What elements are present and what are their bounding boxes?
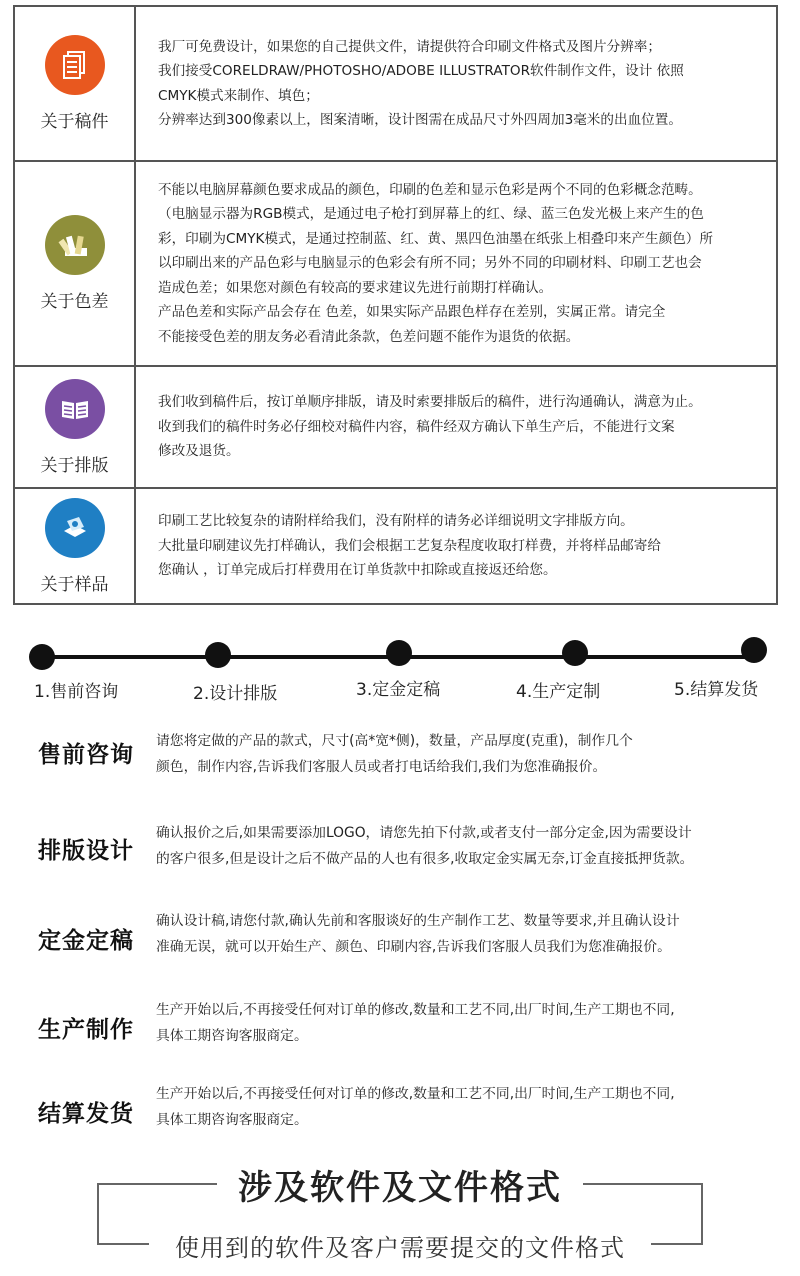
info-line: （电脑显示器为RGB模式，是通过电子枪打到屏幕上的红、绿、蓝三色发光极上来产生的色 <box>158 206 704 223</box>
step-line: 请您将定做的产品的款式，尺寸(高*宽*侧)，数量，产品厚度(克重)，制作几个 <box>156 733 633 749</box>
timeline-label: 4.生产定制 <box>516 682 601 702</box>
step-line: 具体工期咨询客服商定。 <box>156 1112 308 1128</box>
step-title: 排版设计 <box>38 838 134 864</box>
info-row-manuscript <box>15 7 776 162</box>
info-label: 关于排版 <box>40 455 109 476</box>
info-line: 印刷工艺比较复杂的请附样给我们，没有附样的请务必详细说明文字排版方向。 <box>158 513 634 530</box>
step-text <box>156 820 778 872</box>
info-line: 我们收到稿件后，按订单顺序排版，请及时索要排版后的稿件，进行沟通确认，满意为止。 <box>158 394 702 411</box>
step-production <box>38 997 778 1057</box>
step-text <box>156 1081 778 1133</box>
timeline-label: 3.定金定稿 <box>356 680 441 700</box>
timeline-dot <box>386 640 412 666</box>
info-row-color-difference <box>15 162 776 367</box>
step-line: 具体工期咨询客服商定。 <box>156 1028 308 1044</box>
info-row-sample <box>15 489 776 603</box>
step-text <box>156 997 778 1049</box>
open-book-icon <box>45 379 105 439</box>
step-line: 生产开始以后,不再接受任何对订单的修改,数量和工艺不同,出厂时间,生产工期也不同, <box>156 1002 675 1018</box>
info-line: 我们接受CORELDRAW/PHOTOSHO/ADOBE ILLUSTRATOR软件制作文件，设计 依照 <box>158 63 684 79</box>
info-line: 大批量印刷建议先打样确认，我们会根据工艺复杂程度收取打样费，并将样品邮寄给 <box>158 537 661 554</box>
info-row-header <box>15 489 136 603</box>
info-line: 您确认 ，订单完成后打样费用在订单货款中扣除或直接返还给您。 <box>158 562 557 579</box>
info-row-layout <box>15 367 776 489</box>
timeline-dot <box>741 637 767 663</box>
step-line: 的客户很多,但是设计之后不做产品的人也有很多,收取定金实属无奈,订金直接抵押货款。 <box>156 851 694 867</box>
step-deposit <box>38 906 778 966</box>
info-row-header <box>15 162 136 365</box>
info-row-header <box>15 7 136 160</box>
info-text <box>136 162 776 365</box>
timeline-dot <box>562 640 588 666</box>
info-label: 关于色差 <box>40 292 109 312</box>
info-line: 产品色差和实际产品会存在 色差，如果实际产品跟色样存在差别，实属正常。请完全 <box>158 304 666 321</box>
step-consultation <box>38 726 778 786</box>
section-title: 涉及软件及文件格式 <box>238 1168 562 1208</box>
info-line: 我厂可免费设计，如果您的自己提供文件，请提供符合印刷文件格式及图片分辨率； <box>158 38 661 55</box>
color-swatch-icon <box>45 215 105 275</box>
footer-section <box>0 1150 800 1276</box>
step-line: 生产开始以后,不再接受任何对订单的修改,数量和工艺不同,出厂时间,生产工期也不同, <box>156 1086 675 1102</box>
info-line: 以印刷出来的产品色彩与电脑显示的色彩会有所不同；另外不同的印刷材料、印刷工艺也会 <box>158 255 702 272</box>
info-text <box>136 489 776 603</box>
info-label: 关于稿件 <box>40 112 109 132</box>
info-line: CMYK模式来制作、填色； <box>158 87 319 104</box>
info-text <box>136 7 776 160</box>
info-line: 收到我们的稿件时务必仔细校对稿件内容，稿件经双方确认下单生产后，不能进行文案 <box>158 418 675 435</box>
timeline-label: 1.售前咨询 <box>34 682 119 702</box>
info-line: 分辨率达到300像素以上，图案清晰，设计图需在成品尺寸外四周加3毫米的出血位置。 <box>158 112 682 128</box>
step-title: 生产制作 <box>38 1017 134 1043</box>
info-line: 不能接受色差的朋友务必看清此条款，色差问题不能作为退货的依据。 <box>158 328 580 345</box>
timeline-label: 2.设计排版 <box>193 684 278 704</box>
info-label: 关于样品 <box>40 574 109 595</box>
step-text <box>156 908 778 960</box>
info-line: 造成色差；如果您对颜色有较高的要求建议先进行前期打样确认。 <box>158 279 553 296</box>
step-title: 定金定稿 <box>38 928 134 954</box>
timeline-dot <box>29 644 55 670</box>
timeline-dot <box>205 642 231 668</box>
timeline-label: 5.结算发货 <box>674 680 759 700</box>
step-line: 确认设计稿,请您付款,确认先前和客服谈好的生产制作工艺、数量等要求,并且确认设计 <box>156 913 680 929</box>
info-row-header <box>15 367 136 487</box>
info-table <box>13 5 778 605</box>
sample-box-icon <box>45 498 105 558</box>
info-line: 不能以电脑屏幕颜色要求成品的颜色，印刷的色差和显示色彩是两个不同的色彩概念范畴。 <box>158 181 702 198</box>
step-line: 确认报价之后,如果需要添加LOGO，请您先拍下付款,或者支付一部分定金,因为需要设计 <box>156 825 692 841</box>
step-line: 颜色，制作内容,告诉我们客服人员或者打电话给我们,我们为您准确报价。 <box>156 759 607 775</box>
info-line: 修改及退货。 <box>158 443 240 460</box>
step-design <box>38 818 778 878</box>
document-icon <box>45 35 105 95</box>
step-title: 售前咨询 <box>38 742 134 768</box>
info-line: 彩，印刷为CMYK模式，是通过控制蓝、红、黄、黑四色油墨在纸张上相叠印来产生颜色）所 <box>158 230 713 247</box>
section-subtitle: 使用到的软件及客户需要提交的文件格式 <box>175 1234 625 1262</box>
step-line: 准确无误，就可以开始生产、颜色、印刷内容,告诉我们客服人员我们为您准确报价。 <box>156 939 671 955</box>
info-text <box>136 367 776 487</box>
step-settlement <box>38 1081 778 1141</box>
step-text <box>156 728 778 780</box>
step-title: 结算发货 <box>38 1101 134 1127</box>
process-timeline <box>0 630 800 704</box>
